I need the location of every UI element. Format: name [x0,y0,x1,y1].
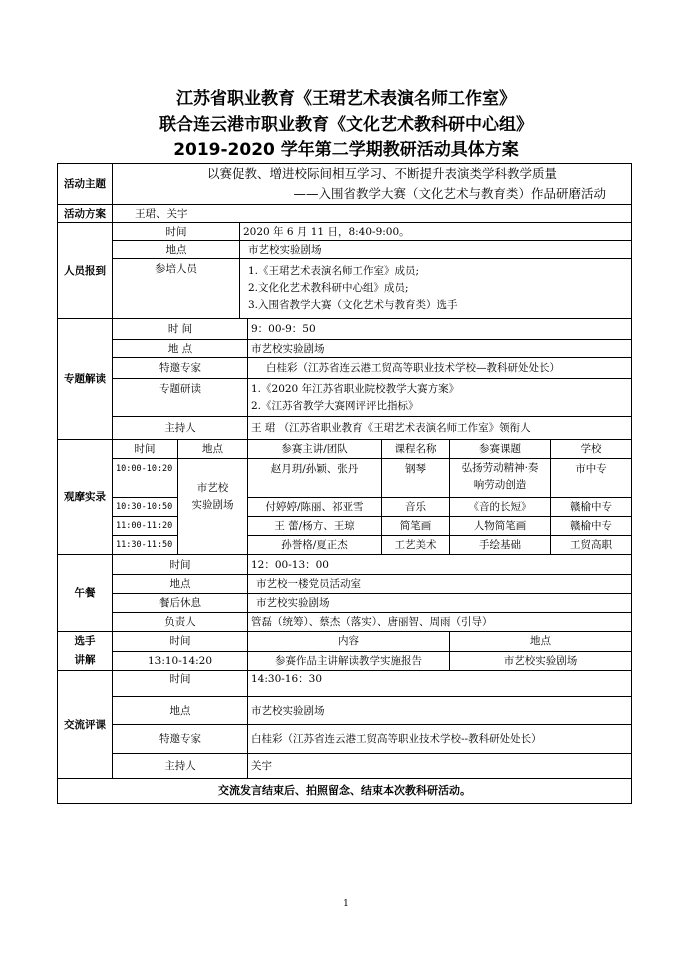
observe-school: 工贸高职 [551,536,632,555]
observe-topic-line-1: 弘扬劳动精神·奏 [461,462,539,474]
theme-line-1: 以赛促教、增进校际间相互学习、不断提升表演类学科教学质量 [206,166,557,181]
talk-value-row [58,651,632,671]
lecture-place-label: 地 点 [113,340,248,358]
talk-content-label: 内容 [248,632,450,652]
talk-time-value: 13:10-14:20 [113,651,248,671]
observe-header-place: 地点 [178,440,248,459]
lunch-owner-value: 管磊（统筹）、蔡杰（落实）、唐丽智、周雨（引导） [248,613,632,632]
observe-school: 赣榆中专 [551,517,632,536]
lunch-rest-label: 餐后休息 [113,594,248,613]
exchange-host-value: 关宇 [248,754,632,779]
talk-label-line-1: 选手 [74,635,96,647]
theme-content [113,164,632,205]
exchange-host-row [58,754,632,779]
lecture-expert-label: 特邀专家 [113,358,248,379]
talk-label [58,632,113,671]
observe-header-time: 时间 [113,440,178,459]
theme-label: 活动主题 [58,164,113,205]
observe-header-row [58,440,632,459]
observe-course: 音乐 [382,498,450,517]
observe-course: 工艺美术 [382,536,450,555]
plan-value: 王珺、关宇 [113,205,632,223]
exchange-place-value: 市艺校实验剧场 [248,697,632,725]
exchange-expert-label: 特邀专家 [113,725,248,754]
lunch-label: 午餐 [58,555,113,632]
observe-topic: 手绘基础 [450,536,551,555]
lecture-place-value: 市艺校实验剧场 [248,340,632,358]
observe-course: 钢琴 [382,459,450,498]
observe-time: 11:30-11:50 [113,536,178,555]
observe-row-1 [58,459,632,498]
checkin-people-row [58,259,632,319]
theme-row [58,164,632,205]
lunch-place-label: 地点 [113,575,248,594]
observe-school: 赣榆中专 [551,498,632,517]
exchange-time-value: 14:30-16：30 [248,671,632,697]
lunch-time-row [58,555,632,575]
theme-line-2: ——入围省教学大赛（文化艺术与教育类）作品研磨活动 [293,186,606,201]
observe-row-4 [58,536,632,555]
observe-place-line-1: 市艺校 [196,481,229,494]
observe-team: 孙誉格/夏正杰 [248,536,382,555]
lecture-topic-item: 1.《2020 年江苏省职业院校教学大赛方案》 [251,382,460,395]
lecture-label: 专题解读 [58,319,113,440]
lecture-topic-item: 2.《江苏省教学大赛网评评比指标》 [251,399,419,412]
lunch-owner-label: 负责人 [113,613,248,632]
observe-place-line-2: 实验剧场 [191,498,234,511]
observe-team: 王 蕾/杨方、王琼 [248,517,382,536]
talk-place-label: 地点 [450,632,632,652]
lecture-time-value: 9：00-9：50 [248,319,632,340]
checkin-people-item: 2.文化化艺术教科研中心组》成员; [248,282,409,294]
checkin-people-label: 参培人员 [113,259,240,319]
observe-topic [450,459,551,498]
exchange-time-row [58,671,632,697]
lecture-time-label: 时 间 [113,319,248,340]
observe-time: 10:30-10:50 [113,498,178,517]
observe-course: 简笔画 [382,517,450,536]
talk-header-row [58,632,632,652]
checkin-place-value: 市艺校实验剧场 [240,241,632,259]
checkin-label: 人员报到 [58,223,113,319]
page-number: 1 [343,899,349,909]
title-line-3: 2019-2020 学年第二学期教研活动具体方案 [173,140,519,160]
observe-time: 10:00-10:20 [113,459,178,498]
checkin-time-row [58,223,632,241]
lecture-topic-row [58,379,632,417]
checkin-people-list [240,259,632,319]
talk-content-value: 参赛作品主讲解读教学实施报告 [248,651,450,671]
lecture-host-label: 主持人 [113,417,248,440]
checkin-time-label: 时间 [113,223,240,241]
title-line-2: 联合连云港市职业教育《文化艺术教科研中心组》 [159,115,533,135]
lunch-place-value: 市艺校一楼党员活动室 [248,575,632,594]
lecture-place-row [58,340,632,358]
checkin-people-item: 1.《王珺艺术表演名师工作室》成员; [248,265,420,277]
observe-place [178,459,248,555]
checkin-place-label: 地点 [113,241,240,259]
checkin-place-row [58,241,632,259]
observe-header-team: 参赛主讲/团队 [248,440,382,459]
exchange-place-row [58,697,632,725]
lecture-expert-row [58,358,632,379]
observe-label: 观摩实录 [58,440,113,555]
lecture-time-row [58,319,632,340]
lecture-topic-list [248,379,632,417]
observe-time: 11:00-11:20 [113,517,178,536]
lecture-expert-value: 白桂彩（江苏省连云港工贸高等职业技术学校—教科研处处长） [248,358,632,379]
exchange-label: 交流评课 [58,671,113,779]
observe-header-course: 课程名称 [382,440,450,459]
observe-row-3 [58,517,632,536]
exchange-place-label: 地点 [113,697,248,725]
lunch-rest-value: 市艺校实验剧场 [248,594,632,613]
lunch-rest-row [58,594,632,613]
footer-text: 交流发言结束后、拍照留念、结束本次教科研活动。 [58,779,632,804]
lunch-owner-row [58,613,632,632]
talk-time-label: 时间 [113,632,248,652]
lecture-topic-label: 专题研读 [113,379,248,417]
observe-row-2 [58,498,632,517]
exchange-expert-value: 白桂彩（江苏省连云港工贸高等职业技术学校--教科研处处长） [248,725,632,754]
exchange-time-label: 时间 [113,671,248,697]
schedule-table [57,163,632,804]
lunch-place-row [58,575,632,594]
exchange-host-label: 主持人 [113,754,248,779]
observe-topic: 人物简笔画 [450,517,551,536]
title-line-1: 江苏省职业教育《王珺艺术表演名师工作室》 [176,89,516,109]
observe-school: 市中专 [551,459,632,498]
exchange-expert-row [58,725,632,754]
plan-row [58,205,632,223]
observe-team: 赵月玥/孙颖、张丹 [248,459,382,498]
observe-header-school: 学校 [551,440,632,459]
lunch-time-value: 12：00-13：00 [248,555,632,575]
observe-topic: 《音的长短》 [450,498,551,517]
observe-topic-line-2: 响劳动创造 [473,479,527,491]
checkin-people-item: 3.入围省教学大赛（文化艺术与教育类）选手 [248,299,458,311]
plan-label: 活动方案 [58,205,113,223]
checkin-time-value: 2020 年 6 月 11 日，8:40-9:00。 [240,223,632,241]
observe-header-topic: 参赛课题 [450,440,551,459]
footer-row [58,779,632,804]
lecture-host-row [58,417,632,440]
talk-label-line-2: 讲解 [74,654,96,666]
lecture-host-value: 王 珺 （江苏省职业教育《王珺艺术表演名师工作室》领衔人 [248,417,632,440]
lunch-time-label: 时间 [113,555,248,575]
talk-place-value: 市艺校实验剧场 [450,651,632,671]
observe-team: 付婷婷/陈丽、祁亚雪 [248,498,382,517]
